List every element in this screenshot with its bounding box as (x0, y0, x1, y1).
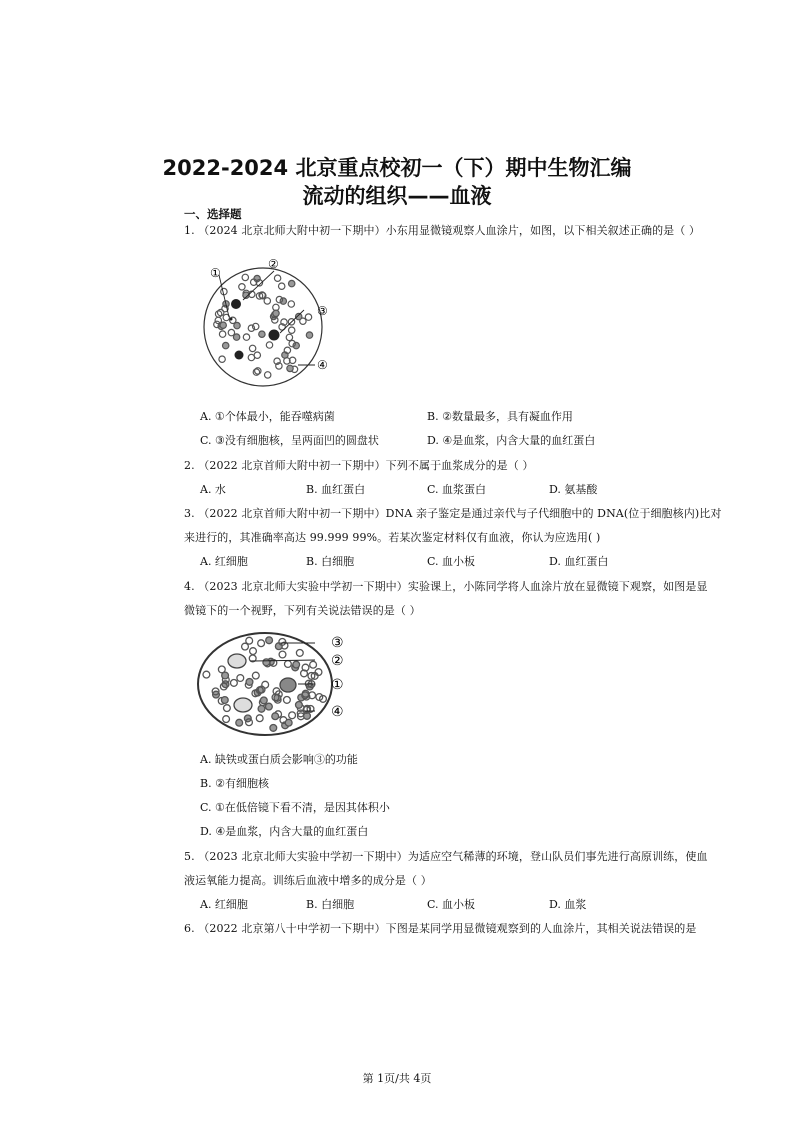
red-cell-icon (242, 274, 248, 280)
page-subtitle: 流动的组织——血液 (302, 184, 492, 208)
red-cell-icon (239, 284, 245, 290)
q3-stem-line2: 来进行的，其准确率高达 99.999 99%。若某次鉴定材料仅有血液，你认为应选用( ) (184, 531, 601, 544)
red-cell-icon (256, 715, 263, 722)
q3-option-a: A. 红细胞 (200, 555, 248, 568)
q1-label-3: ③ (317, 304, 328, 318)
q2-option-a: A. 水 (200, 483, 226, 496)
white-cell-icon (235, 351, 244, 360)
red-cell-icon (237, 675, 244, 682)
q3-option-c: C. 血小板 (427, 555, 476, 568)
red-cell-icon (266, 703, 273, 710)
red-cell-icon (220, 322, 226, 328)
q5-stem-line1: 5. （2023 北京北师大实验中学初一下期中）为适应空气稀薄的环境，登山队员们事先进行高原训练，使血 (184, 850, 708, 863)
white-cell-icon (231, 299, 241, 309)
red-cell-icon (263, 659, 270, 666)
white-cell-icon (269, 330, 280, 341)
red-cell-icon (236, 719, 243, 726)
red-cell-icon (272, 713, 279, 720)
red-cell-icon (246, 679, 253, 686)
red-cell-icon (289, 327, 295, 333)
red-cell-icon (243, 334, 249, 340)
red-cell-icon (285, 661, 292, 668)
red-cell-icon (305, 314, 311, 320)
red-cell-icon (250, 648, 257, 655)
red-cell-icon (285, 719, 292, 726)
q2-option-d: D. 氨基酸 (549, 483, 598, 496)
page-footer: 第 1页/共 4页 (362, 1072, 432, 1085)
q6-stem: 6. （2022 北京第八十中学初一下期中）下图是某同学用显微镜观察到的人血涂片，其相关说法错误的是 (184, 922, 697, 935)
red-cell-icon (296, 313, 302, 319)
q1-blood-smear-figure (198, 255, 344, 390)
red-cell-icon (264, 298, 270, 304)
q4-label-3: ③ (331, 635, 344, 651)
red-cell-icon (288, 301, 294, 307)
red-cell-icon (246, 637, 253, 644)
q2-stem: 2. （2022 北京首师大附中初一下期中）下列不属于血浆成分的是（ ） (184, 459, 534, 472)
q4-label-1: ① (331, 677, 344, 693)
red-cell-icon (203, 671, 210, 678)
q1-label-2: ② (268, 257, 279, 271)
red-cell-icon (266, 637, 273, 644)
q1-option-b: B. ②数量最多，具有凝血作用 (427, 410, 573, 423)
red-cell-icon (270, 725, 277, 732)
red-cell-icon (252, 672, 259, 679)
q4-blood-smear-figure (193, 630, 358, 740)
red-cell-icon (266, 342, 272, 348)
red-cell-icon (223, 716, 230, 723)
q4-stem-line2: 微镜下的一个视野，下列有关说法错误的是（ ） (184, 604, 421, 617)
q2-option-b: B. 血红蛋白 (306, 483, 366, 496)
white-cell-icon (280, 678, 296, 692)
red-cell-icon (249, 345, 255, 351)
red-cell-icon (286, 334, 292, 340)
red-cell-icon (218, 309, 224, 315)
q1-stem: 1. （2024 北京北师大附中初一下期中）小东用显微镜观察人血涂片，如图，以下相关叙述正确的是（ ） (184, 224, 701, 237)
q4-option-a: A. 缺铁或蛋白质会影响③的功能 (200, 753, 358, 766)
red-cell-icon (259, 331, 265, 337)
page-title: 2022-2024 北京重点校初一（下）期中生物汇编 (162, 156, 632, 180)
red-cell-icon (274, 275, 280, 281)
q3-option-b: B. 白细胞 (306, 555, 355, 568)
q5-option-a: A. 红细胞 (200, 898, 248, 911)
red-cell-icon (258, 705, 265, 712)
red-cell-icon (224, 705, 231, 712)
red-cell-icon (234, 322, 240, 328)
q3-stem-line1: 3. （2022 北京首师大附中初一下期中）DNA 亲子鉴定是通过亲代与子代细胞中的 DNA(位于细胞核内)比对 (184, 507, 722, 520)
q3-option-d: D. 血红蛋白 (549, 555, 609, 568)
red-cell-icon (219, 331, 225, 337)
q4-option-c: C. ①在低倍镜下看不清，是因其体积小 (200, 801, 390, 814)
red-cell-icon (289, 280, 295, 286)
red-cell-icon (315, 669, 322, 676)
red-cell-icon (280, 298, 286, 304)
q1-label-1: ① (210, 266, 221, 280)
platelet-icon (230, 318, 233, 321)
red-cell-icon (310, 661, 317, 668)
red-cell-icon (265, 372, 271, 378)
q4-label-2: ② (331, 653, 344, 669)
q4-option-b: B. ②有细胞核 (200, 777, 269, 790)
q2-option-c: C. 血浆蛋白 (427, 483, 487, 496)
q1-option-c: C. ③没有细胞核，呈两面凹的圆盘状 (200, 434, 379, 447)
red-cell-icon (296, 650, 303, 657)
q5-stem-line2: 液运氧能力提高。训练后血液中增多的成分是（ ） (184, 874, 432, 887)
white-cell-icon (234, 698, 252, 712)
red-cell-icon (289, 712, 296, 719)
red-cell-icon (293, 661, 300, 668)
red-cell-icon (223, 342, 229, 348)
red-cell-icon (306, 332, 312, 338)
q4-option-d: D. ④是血浆，内含大量的血红蛋白 (200, 825, 369, 838)
q5-option-b: B. 白细胞 (306, 898, 355, 911)
red-cell-icon (254, 352, 260, 358)
q5-option-d: D. 血浆 (549, 898, 587, 911)
q4-label-4: ④ (331, 704, 344, 720)
red-cell-icon (260, 697, 267, 704)
red-cell-icon (258, 640, 265, 647)
red-cell-icon (222, 672, 229, 679)
q4-stem-line1: 4. （2023 北京北师大实验中学初一下期中）实验课上，小陈同学将人血涂片放在显微镜下观察，如图是显 (184, 580, 708, 593)
red-cell-icon (219, 356, 225, 362)
red-cell-icon (296, 702, 303, 709)
q5-option-c: C. 血小板 (427, 898, 476, 911)
red-cell-icon (279, 283, 285, 289)
red-cell-icon (279, 651, 286, 658)
red-cell-icon (287, 365, 293, 371)
q1-option-d: D. ④是血浆，内含大量的血红蛋白 (427, 434, 596, 447)
section-heading: 一、选择题 (184, 207, 242, 221)
red-cell-icon (221, 697, 228, 704)
q1-label-4: ④ (317, 358, 328, 372)
red-cell-icon (284, 697, 291, 704)
white-cell-icon (228, 654, 246, 668)
red-cell-icon (233, 334, 239, 340)
red-cell-icon (273, 310, 279, 316)
q1-option-a: A. ①个体最小，能吞噬病菌 (200, 410, 335, 423)
red-cell-icon (231, 680, 238, 687)
